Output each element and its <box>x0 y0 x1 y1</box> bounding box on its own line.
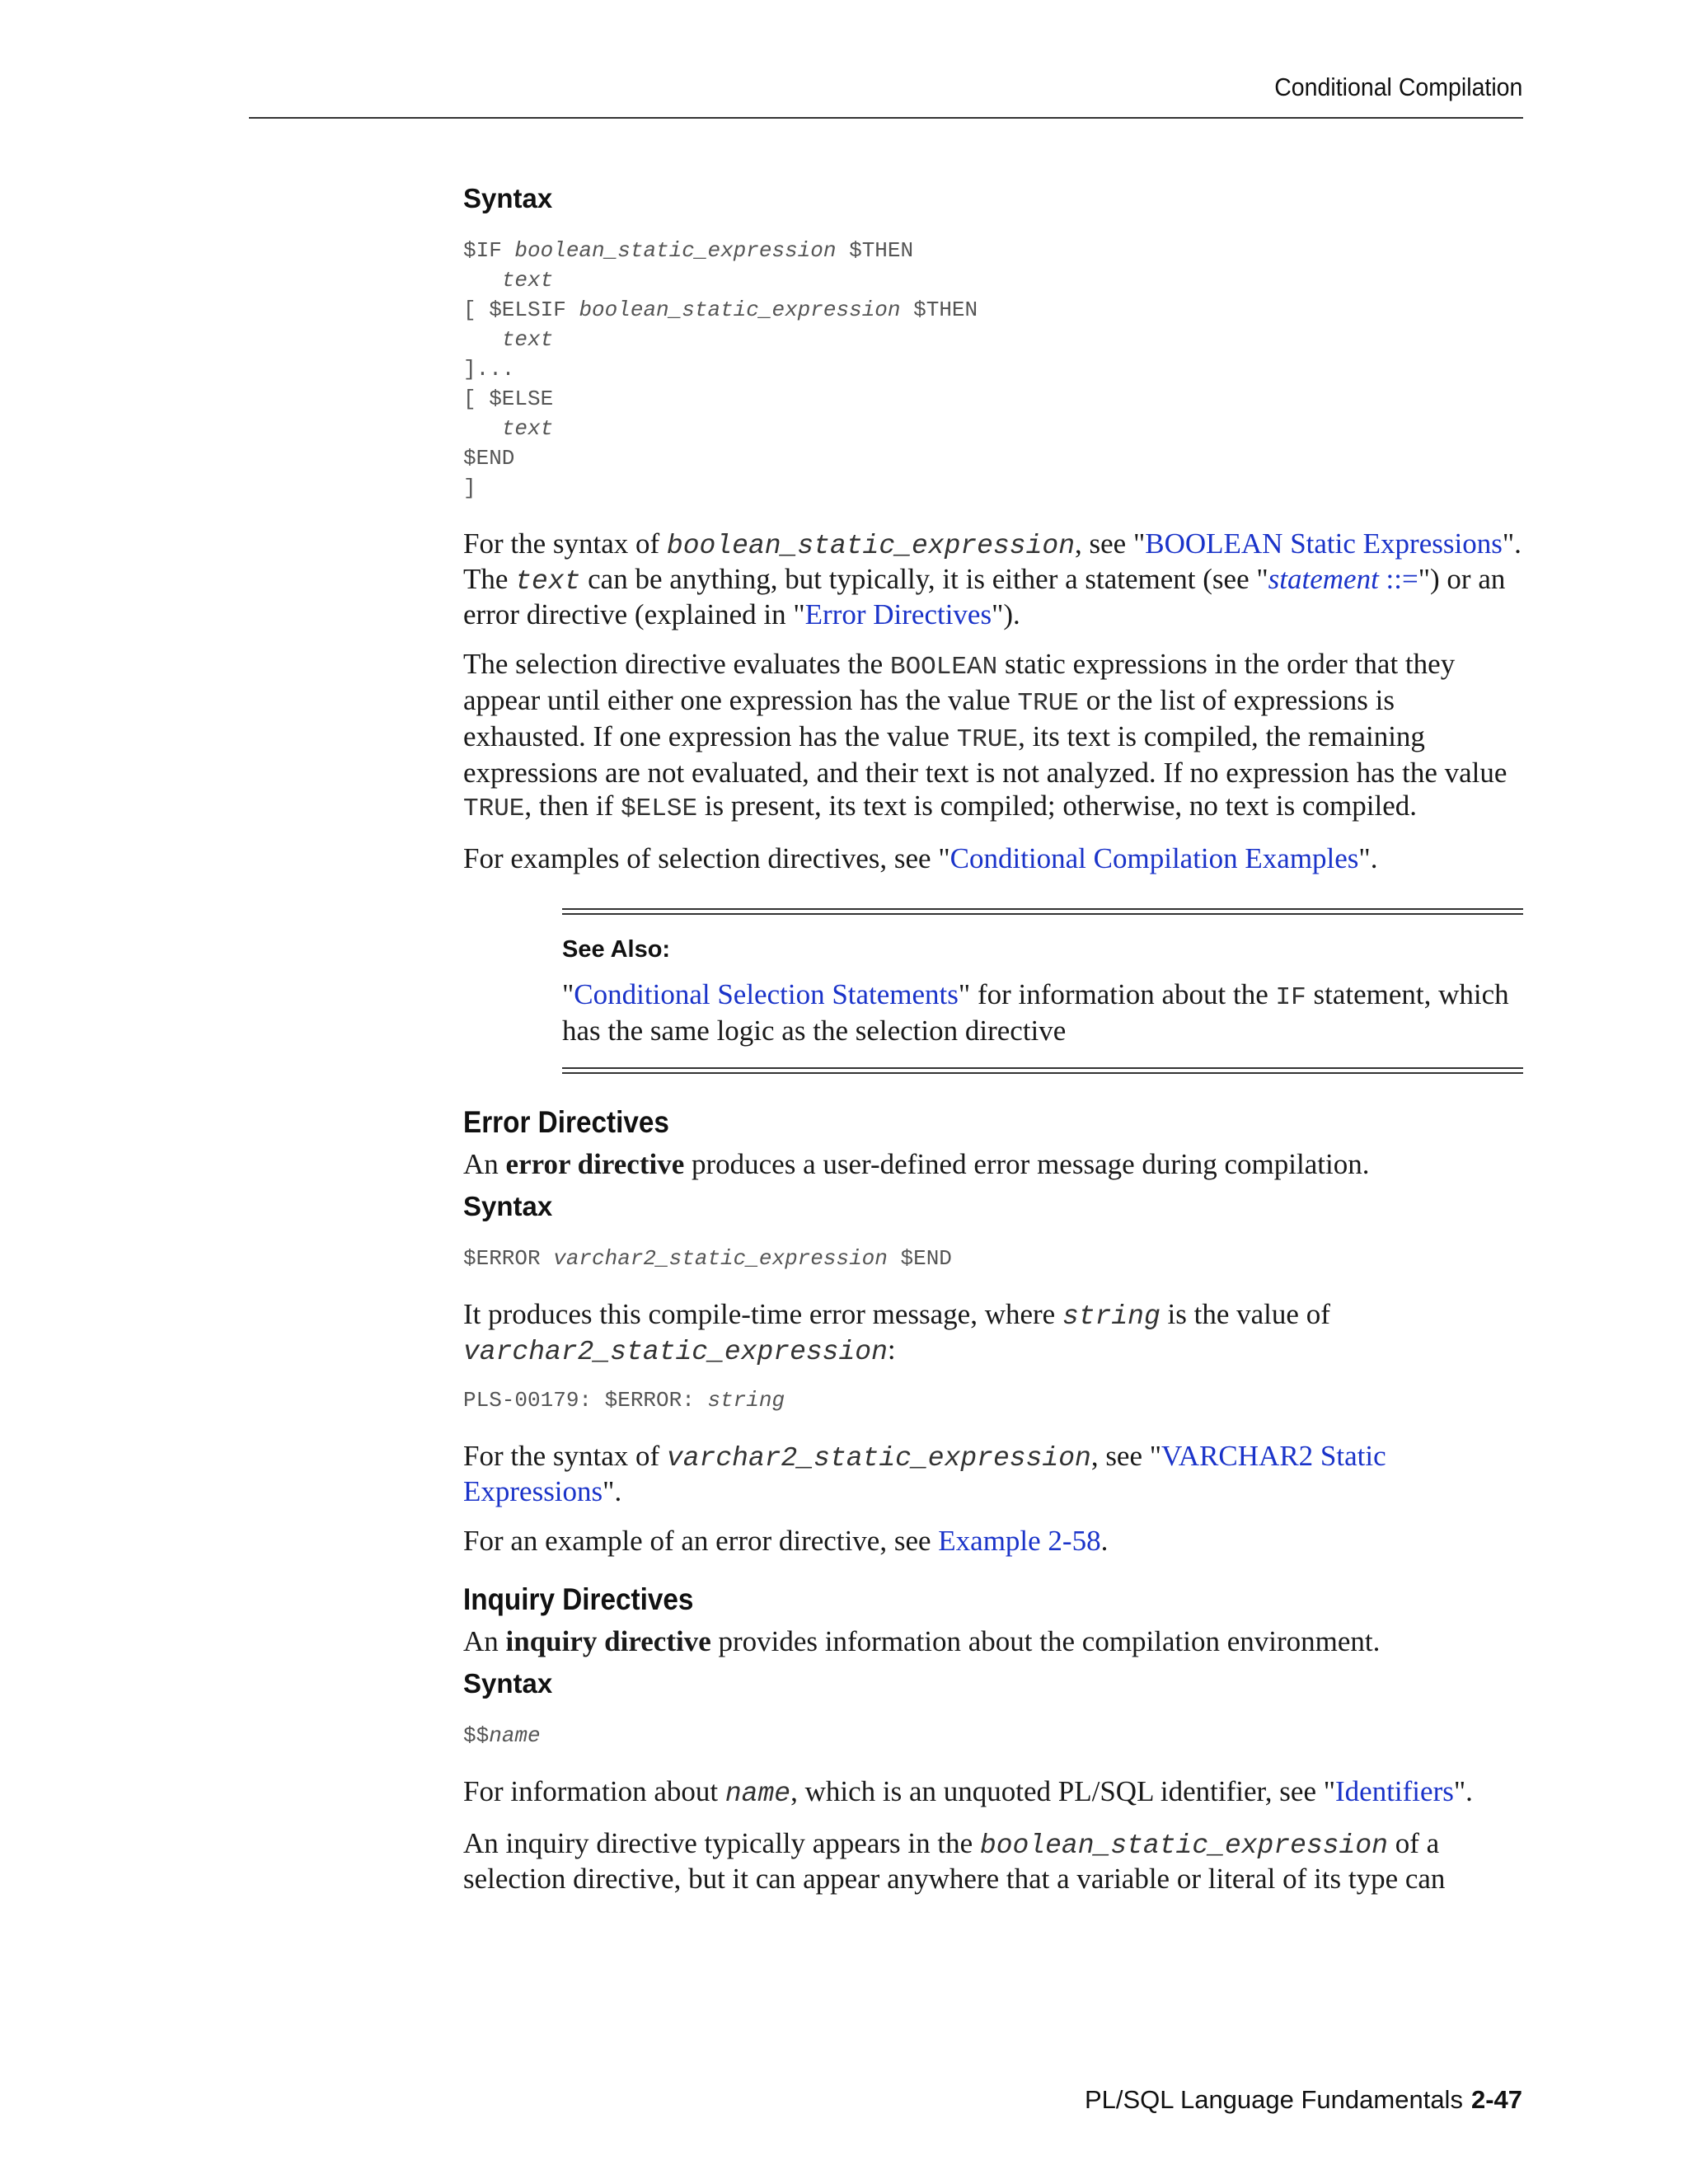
link-identifiers[interactable]: Identifiers <box>1335 1775 1454 1807</box>
inline-code: boolean_static_expression <box>666 531 1076 561</box>
link-statement[interactable]: statement ::= <box>1268 563 1418 595</box>
see-also-bottom-rule <box>562 1067 1523 1074</box>
code-token: $END <box>463 446 515 471</box>
inquiry-directives-heading: Inquiry Directives <box>463 1582 694 1616</box>
code-token: ]... <box>463 357 515 382</box>
header-rule <box>249 117 1523 119</box>
link-error-directives[interactable]: Error Directives <box>804 598 992 630</box>
error-message-code <box>463 1385 1523 1415</box>
selection-evaluation-paragraph: The selection directive evaluates the BOOLEAN static expressions in the order that they appear until either one expression has the value TRUE or the list of expressions is exhausted. If one expression has the value TRUE, its text is compiled, the remaining expressions are not evaluated, and their text is not analyzed. If no expression has the value TRUE, then if $ELSE is present, its text is compiled; otherwise, no text is compiled. <box>463 648 1507 823</box>
code-placeholder: boolean_static_expression <box>579 298 901 322</box>
code-token <box>463 268 502 293</box>
inline-code: text <box>515 566 581 597</box>
inquiry-syntax-heading: Syntax <box>463 1668 553 1699</box>
code-placeholder: text <box>501 416 554 441</box>
inquiry-directive-intro: An inquiry directive provides information about the compilation environment. <box>463 1625 1381 1657</box>
error-message-paragraph: It produces this compile-time error message, where string is the value of varchar2_static_expression: <box>463 1298 1330 1367</box>
selection-examples-paragraph: For examples of selection directives, see "Conditional Compilation Examples". <box>463 842 1378 874</box>
error-directives-heading: Error Directives <box>463 1105 669 1139</box>
error-syntax-heading: Syntax <box>463 1191 553 1221</box>
code-token: $END <box>887 1246 952 1271</box>
link-conditional-selection-statements[interactable]: Conditional Selection Statements <box>574 978 959 1010</box>
code-token: PLS-00179: $ERROR: <box>463 1388 708 1413</box>
page-number: 2-47 <box>1470 2085 1522 2114</box>
code-token: $$ <box>463 1723 490 1748</box>
selection-syntax-paragraph: For the syntax of boolean_static_expression, see "BOOLEAN Static Expressions". The text can be anything, but typically, it is either a statement (see "statement ::=") or an error directive (explained in "Error Directives"). <box>463 527 1522 630</box>
selection-syntax-heading: Syntax <box>463 183 553 213</box>
code-placeholder: name <box>489 1723 541 1748</box>
link-conditional-compilation-examples[interactable]: Conditional Compilation Examples <box>950 842 1359 874</box>
code-token: $THEN <box>836 238 914 263</box>
selection-syntax-code <box>463 236 1523 503</box>
code-token: $IF <box>463 238 515 263</box>
code-placeholder: text <box>501 327 554 352</box>
error-directive-intro: An error directive produces a user-defined error message during compilation. <box>463 1148 1370 1180</box>
code-token: [ $ELSIF <box>463 298 579 322</box>
inquiry-name-paragraph: For information about name, which is an unquoted PL/SQL identifier, see "Identifiers". <box>463 1775 1473 1809</box>
inquiry-syntax-code <box>463 1721 1523 1750</box>
link-varchar2-static-expressions[interactable]: VARCHAR2 Static Expressions <box>463 1440 1386 1507</box>
error-syntax-code <box>463 1244 1523 1273</box>
code-placeholder: varchar2_static_expression <box>553 1246 888 1271</box>
code-token: ] <box>463 476 476 500</box>
page-content <box>463 165 1523 1912</box>
see-also-heading: See Also: <box>562 936 671 963</box>
code-placeholder: text <box>501 268 554 293</box>
link-example-2-58[interactable]: Example 2-58 <box>938 1525 1101 1557</box>
inquiry-placement-paragraph: An inquiry directive typically appears in the boolean_static_expression of a selection directive, but it can appear anywhere that a variable or literal of its type can <box>463 1827 1446 1895</box>
error-syntax-reference: For the syntax of varchar2_static_expression, see "VARCHAR2 Static Expressions". <box>463 1440 1386 1507</box>
code-placeholder: boolean_static_expression <box>514 238 837 263</box>
error-example-reference: For an example of an error directive, see Example 2-58. <box>463 1525 1109 1557</box>
running-header: Conditional Compilation <box>1273 73 1522 101</box>
code-token: $THEN <box>900 298 978 322</box>
see-also-text: "Conditional Selection Statements" for information about the IF statement, which has the same logic as the selection directive <box>562 978 1509 1047</box>
footer-title: PL/SQL Language Fundamentals <box>1084 2085 1463 2114</box>
code-token <box>463 327 502 352</box>
link-boolean-static-expressions[interactable]: BOOLEAN Static Expressions <box>1145 527 1503 560</box>
code-token <box>463 416 502 441</box>
page-footer <box>1085 2085 1522 2115</box>
code-token: $ERROR <box>463 1246 554 1271</box>
see-also-box <box>562 908 1523 1074</box>
see-also-top-rule <box>562 908 1523 915</box>
code-placeholder: string <box>707 1388 785 1413</box>
code-token: [ $ELSE <box>463 387 554 411</box>
